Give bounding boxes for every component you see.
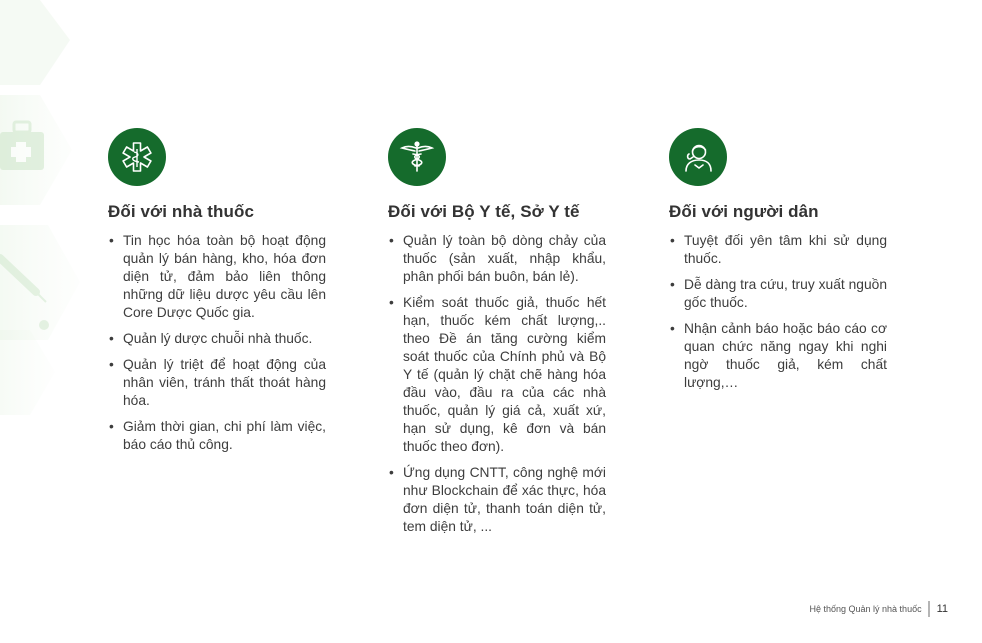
person-icon bbox=[669, 128, 727, 186]
list-item: • Dễ dàng tra cứu, truy xuất nguồn gốc thuốc. bbox=[669, 276, 887, 312]
page-footer bbox=[810, 601, 949, 617]
page-number: 11 bbox=[936, 603, 948, 615]
list-item: • Tin học hóa toàn bộ hoạt động quản lý bán hàng, kho, hóa đơn diện tử, đảm bảo liên thông những dữ liệu dược yêu cầu lên Core Dược Quốc gia. bbox=[108, 232, 326, 322]
list-item: • Quản lý triệt để hoạt động của nhân viên, tránh thất thoát hàng hóa. bbox=[108, 356, 326, 410]
medical-star-icon bbox=[108, 128, 166, 186]
benefit-list bbox=[108, 232, 326, 454]
column-heading: Đối với nhà thuốc bbox=[108, 202, 255, 221]
list-item: • Nhận cảnh báo hoặc báo cáo cơ quan chức năng ngay khi nghi ngờ thuốc giả, kém chất lượng,… bbox=[669, 320, 887, 392]
caduceus-icon bbox=[388, 128, 446, 186]
benefit-list bbox=[669, 232, 887, 392]
hexagon-pattern bbox=[0, 0, 80, 415]
benefit-list bbox=[388, 232, 606, 536]
column-ministry-of-health bbox=[388, 128, 606, 544]
column-pharmacy bbox=[108, 128, 326, 462]
list-item: • Quản lý dược chuỗi nhà thuốc. bbox=[108, 330, 326, 348]
column-heading: Đối với người dân bbox=[669, 202, 819, 221]
column-citizens bbox=[669, 128, 887, 400]
footer-title: Hệ thống Quản lý nhà thuốc bbox=[809, 604, 922, 614]
list-item: • Quản lý toàn bộ dòng chảy của thuốc (sản xuất, nhập khẩu, phân phối bán buôn, bán lẻ). bbox=[388, 232, 606, 286]
list-item: • Giảm thời gian, chi phí làm việc, báo cáo thủ công. bbox=[108, 418, 326, 454]
footer-divider bbox=[928, 601, 930, 617]
column-heading: Đối với Bộ Y tế, Sở Y tế bbox=[388, 202, 580, 221]
list-item: • Kiểm soát thuốc giả, thuốc hết hạn, thuốc kém chất lượng,.. theo Đề án tăng cường kiểm soát thuốc của Chính phủ và Bộ Y tế (quản lý chặt chẽ hàng hóa đầu vào, đầu ra của các nhà thuốc, quản lý giá cả, xuất xứ, hạn sử dụng, kê đơn và bán thuốc theo đơn). bbox=[388, 294, 606, 456]
list-item: • Tuyệt đối yên tâm khi sử dụng thuốc. bbox=[669, 232, 887, 268]
list-item: • Ứng dụng CNTT, công nghệ mới như Blockchain để xác thực, hóa đơn diện tử, thanh toán diện tử, tem diện tử, ... bbox=[388, 464, 606, 536]
